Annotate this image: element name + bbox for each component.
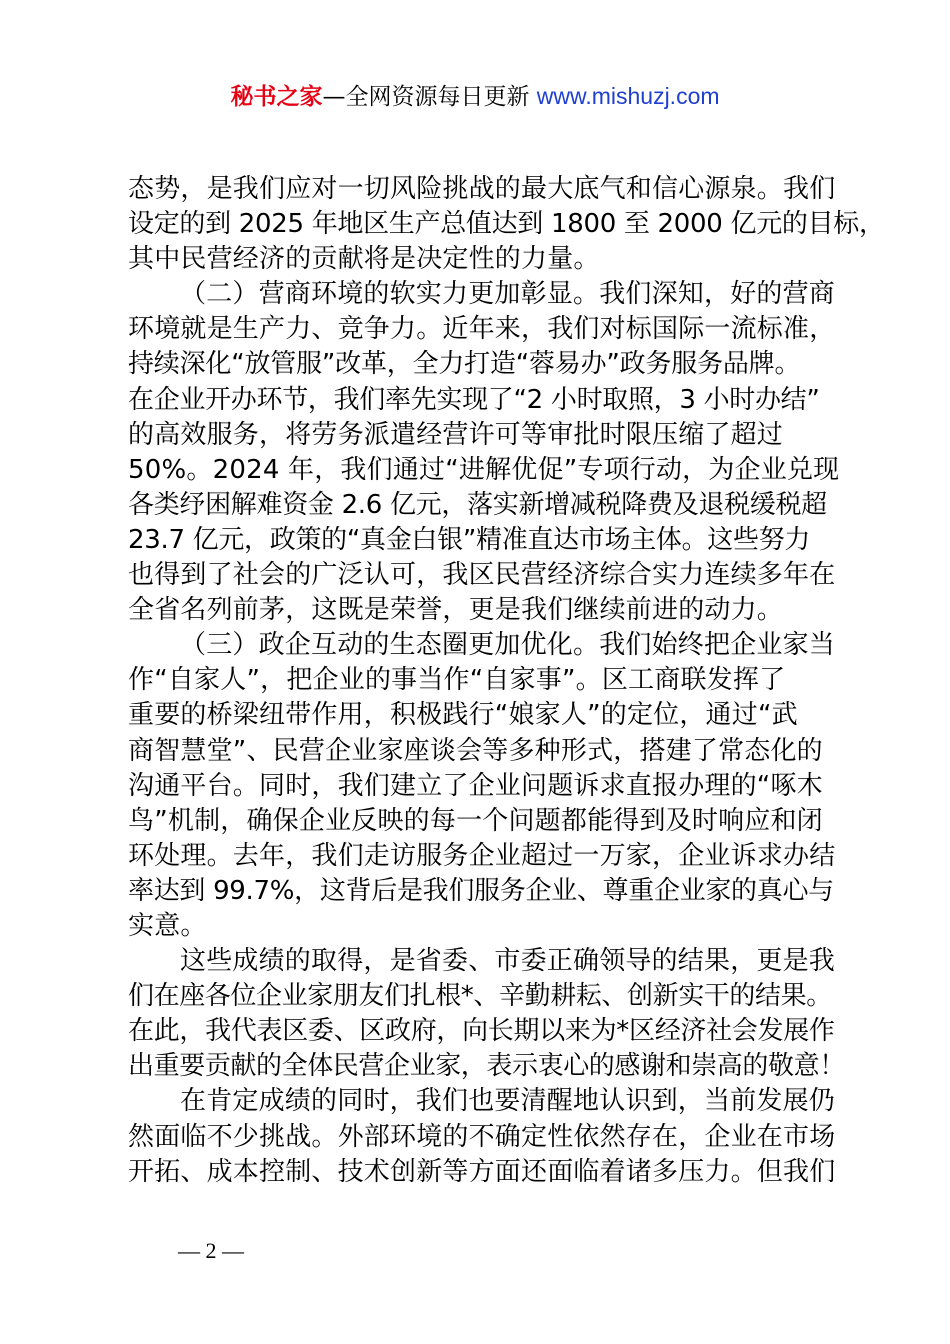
text-line: 态势，是我们应对一切风险挑战的最大底气和信心源泉。我们: [128, 174, 836, 204]
site-url-link[interactable]: www.mishuzj.com: [536, 83, 720, 109]
text-line: 其中民营经济的贡献将是决定性的力量。: [128, 244, 600, 275]
text-line: 在肯定成绩的同时，我们也要清醒地认识到，当前发展仍: [180, 1086, 836, 1117]
text-line: 们在座各位企业家朋友们扎根*、辛勤耕耘、创新实干的结果。: [128, 981, 832, 1012]
text-line: 设定的到 2025 年地区生产总值达到 1800 至 2000 亿元的目标，: [128, 209, 885, 240]
text-line: 出重要贡献的全体民营企业家，表示衷心的感谢和崇高的敬意！: [128, 1051, 845, 1082]
text-line: 率达到 99.7%，这背后是我们服务企业、尊重企业家的真心与: [128, 875, 834, 906]
text-line: （三）政企互动的生态圈更加优化。我们始终把企业家当: [180, 630, 836, 661]
text-line: 然面临不少挑战。外部环境的不确定性依然存在，企业在市场: [128, 1121, 836, 1152]
text-line: 各类纾困解难资金 2.6 亿元，落实新增减税降费及退税缓税超: [128, 489, 827, 520]
text-line: 环境就是生产力、竞争力。近年来，我们对标国际一流标准，: [128, 314, 836, 345]
text-line: 重要的桥梁纽带作用，积极践行“娘家人”的定位，通过“武: [128, 700, 798, 731]
document-body: [128, 172, 885, 1190]
text-line: 环处理。去年，我们走访服务企业超过一万家，企业诉求办结: [128, 840, 836, 871]
text-line: 在企业开办环节，我们率先实现了“2 小时取照，3 小时办结”: [128, 384, 820, 415]
text-line: 作“自家人”，把企业的事当作“自家事”。区工商联发挥了: [128, 665, 786, 696]
header-tagline: —全网资源每日更新: [322, 84, 530, 110]
brand-name: 秘书之家: [230, 84, 323, 110]
text-line: 也得到了社会的广泛认可，我区民营经济综合实力连续多年在: [128, 560, 836, 591]
text-line: 沟通平台。同时，我们建立了企业问题诉求直报办理的“啄木: [128, 770, 823, 801]
text-line: 实意。: [128, 910, 207, 941]
text-line: （二）营商环境的软实力更加彰显。我们深知，好的营商: [180, 279, 836, 310]
text-line: 50%。2024 年，我们通过“进解优促”专项行动，为企业兑现: [128, 454, 840, 485]
text-line: 持续深化“放管服”改革，全力打造“蓉易办”政务服务品牌。: [128, 349, 801, 380]
text-line: 在此，我代表区委、区政府，向长期以来为*区经济社会发展作: [128, 1016, 835, 1047]
text-line: 全省名列前茅，这既是荣誉，更是我们继续前进的动力。: [128, 595, 784, 626]
page-number: — 2 —: [178, 1238, 244, 1263]
text-line: 的高效服务，将劳务派遣经营许可等审批时限压缩了超过: [128, 419, 784, 450]
text-line: 这些成绩的取得，是省委、市委正确领导的结果，更是我: [180, 946, 836, 977]
text-line: 鸟”机制，确保企业反映的每一个问题都能得到及时响应和闭: [128, 805, 823, 836]
text-line: 商智慧堂”、民营企业家座谈会等多种形式，搭建了常态化的: [128, 735, 823, 766]
text-line: 23.7 亿元，政策的“真金白银”精准直达市场主体。这些努力: [128, 524, 811, 555]
text-line: 开拓、成本控制、技术创新等方面还面临着诸多压力。但我们: [128, 1156, 836, 1187]
site-header: [0, 80, 950, 113]
